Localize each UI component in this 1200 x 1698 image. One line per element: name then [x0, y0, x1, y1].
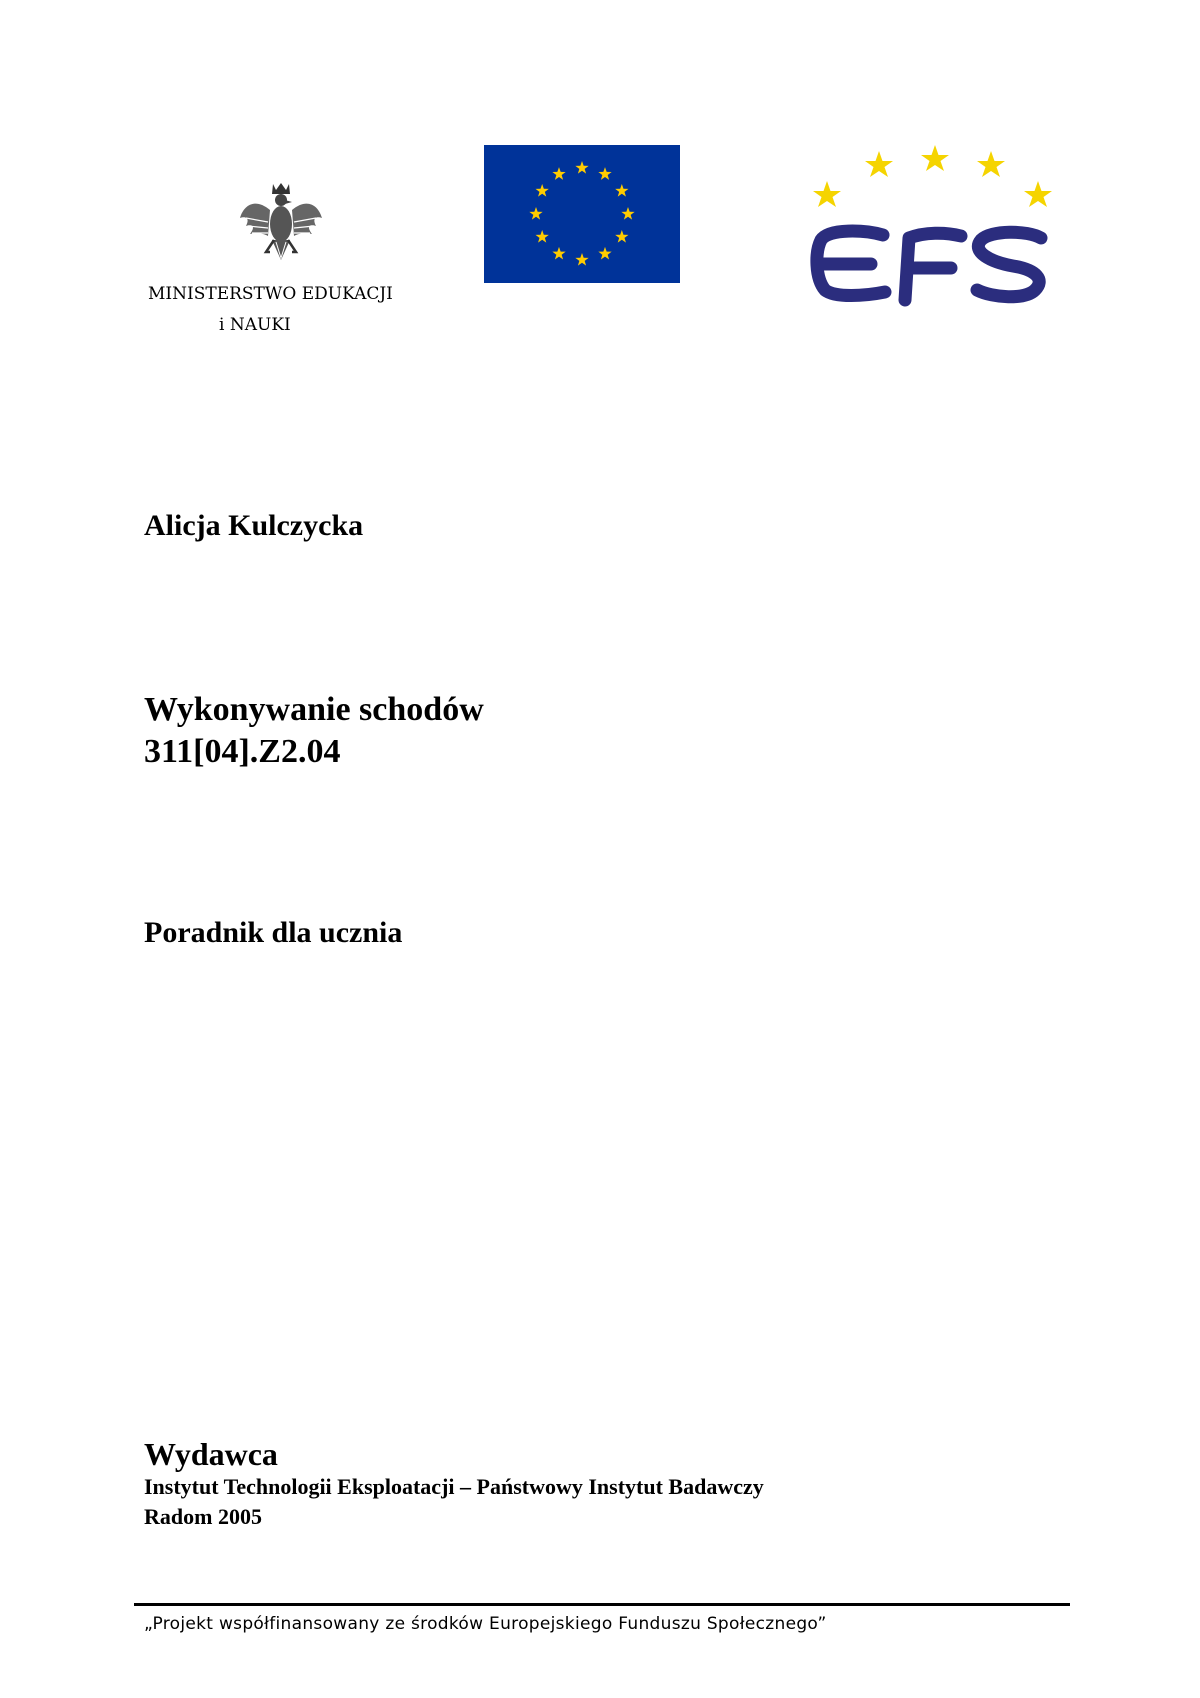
document-title-line1: Wykonywanie schodów: [144, 691, 484, 728]
footer-cofinancing-note: „Projekt współfinansowany ze środków Europejskiego Funduszu Społecznego”: [144, 1614, 827, 1634]
document-title: [144, 689, 484, 773]
ministry-name-line2: i NAUKI: [219, 315, 291, 335]
document-code: 311[04].Z2.04: [144, 733, 341, 770]
efs-logo-icon: [805, 140, 1055, 315]
ministry-name-line1: MINISTERSTWO EDUKACJI: [148, 284, 393, 304]
author-name: Alicja Kulczycka: [144, 509, 364, 542]
eu-flag-icon: [484, 145, 680, 283]
footer-divider: [134, 1603, 1070, 1606]
document-subtitle: Poradnik dla ucznia: [144, 916, 403, 949]
publisher-name: Instytut Technologii Eksploatacji – Państwowy Instytut Badawczy: [144, 1474, 764, 1499]
publisher-label: Wydawca: [144, 1436, 278, 1472]
polish-eagle-emblem-icon: [238, 178, 324, 268]
publisher-place-year: Radom 2005: [144, 1504, 262, 1529]
